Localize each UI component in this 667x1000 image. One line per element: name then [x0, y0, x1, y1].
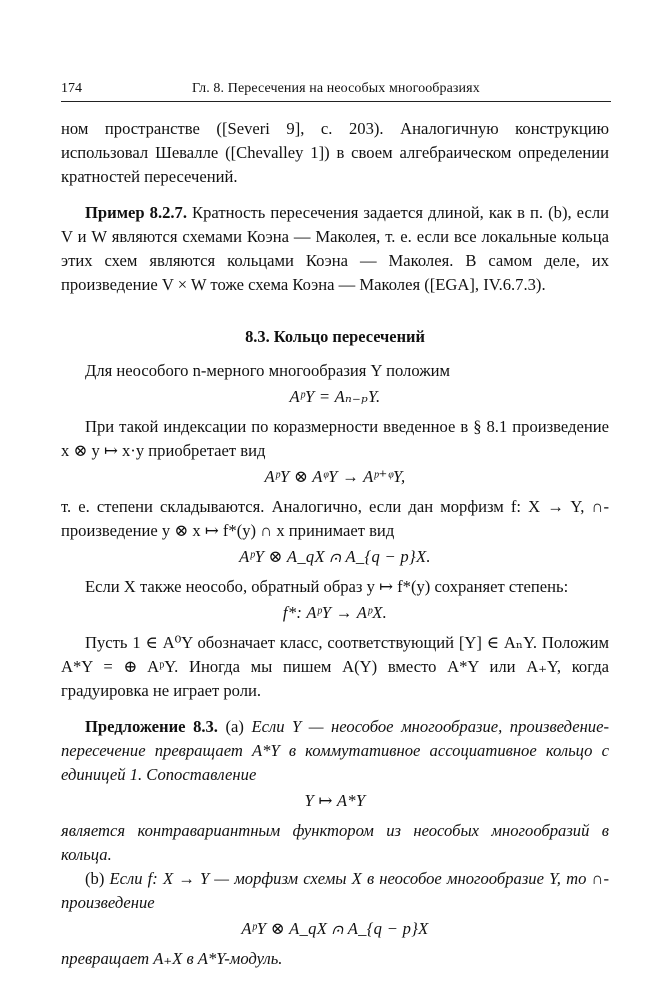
equation-3: AᵖY ⊗ A_qX ⩀ A_{q − p}X. [239, 547, 431, 566]
page-body [61, 117, 609, 971]
paragraph-indexing: При такой индексации по коразмерности введенное в § 8.1 произведение x ⊗ y ↦ x·y приобретает вид [61, 417, 609, 460]
paragraph-definition: Для неособого n-мерного многообразия Y положим [85, 361, 451, 380]
equation-1: AᵖY = Aₙ₋ₚY. [289, 387, 381, 406]
proposition-part-b-number: (b) [85, 869, 110, 888]
proposition-8-3-b [61, 867, 609, 915]
equation-6: AᵖY ⊗ A_qX ⩀ A_{q − p}X [241, 919, 429, 938]
section-title: 8.3. Кольцо пересечений [245, 327, 425, 346]
equation-2: AᵖY ⊗ AᵠY → Aᵖ⁺ᵠY, [264, 467, 406, 486]
equation-4: f*: AᵖY → AᵖX. [282, 603, 388, 622]
example-text: Кратность пересечения задается длиной, как в п. (b), если V и W являются схемами Коэна — Маколея, т. е. если все локальные кольца этих схем являются кольцами Коэна — Маколея. В самом деле, их произведение V × W тоже схема Коэна — Маколея ([EGA], IV.6.7.3). [61, 203, 609, 294]
paragraph-continuation: ном пространстве ([Severi 9], с. 203). Аналогичную конструкцию использовал Шевалле ([Chevalley 1]) в своем алгебраическом определении кратностей пересечений. [61, 119, 609, 186]
proposition-part-a-number: (a) [217, 717, 252, 736]
example-label: Пример 8.2.7. [85, 203, 187, 222]
equation-5: Y ↦ A*Y [304, 791, 366, 810]
page-header [61, 80, 609, 100]
proposition-part-b-text: Если f: X → Y — морфизм схемы X в неособое многообразие Y, то ∩-произведение [61, 869, 610, 912]
example-8-2-7 [61, 201, 609, 297]
proposition-part-a-text: Если Y — неособое многообразие, произведение-пересечение превращает A*Y в коммутативное ассоциативное кольцо с единицей 1. Сопоставление [61, 717, 609, 784]
paragraph-unit-class: Пусть 1 ∈ A⁰Y обозначает класс, соответствующий [Y] ∈ AₙY. Положим A*Y = ⊕ AᵖY. Иногда мы пишем A(Y) вместо A*Y или A₊Y, когда градуировка не играет роли. [61, 633, 609, 700]
proposition-module-text: превращает A₊X в A*Y-модуль. [61, 949, 283, 968]
page-number: 174 [61, 81, 82, 96]
paragraph-degrees: т. е. степени складываются. Аналогично, если дан морфизм f: X → Y, ∩-произведение y ⊗ x ↦ f*(y) ∩ x принимает вид [61, 497, 609, 540]
header-rule [61, 101, 611, 102]
proposition-8-3-a [61, 715, 609, 787]
running-title: Гл. 8. Пересечения на неособых многообразиях [192, 81, 480, 96]
proposition-label: Предложение 8.3. [85, 717, 218, 736]
proposition-functor-text: является контравариантным функтором из неособых многообразий в кольца. [61, 821, 609, 864]
paragraph-pullback: Если X также неособо, обратный образ y ↦ f*(y) сохраняет степень: [85, 577, 569, 596]
